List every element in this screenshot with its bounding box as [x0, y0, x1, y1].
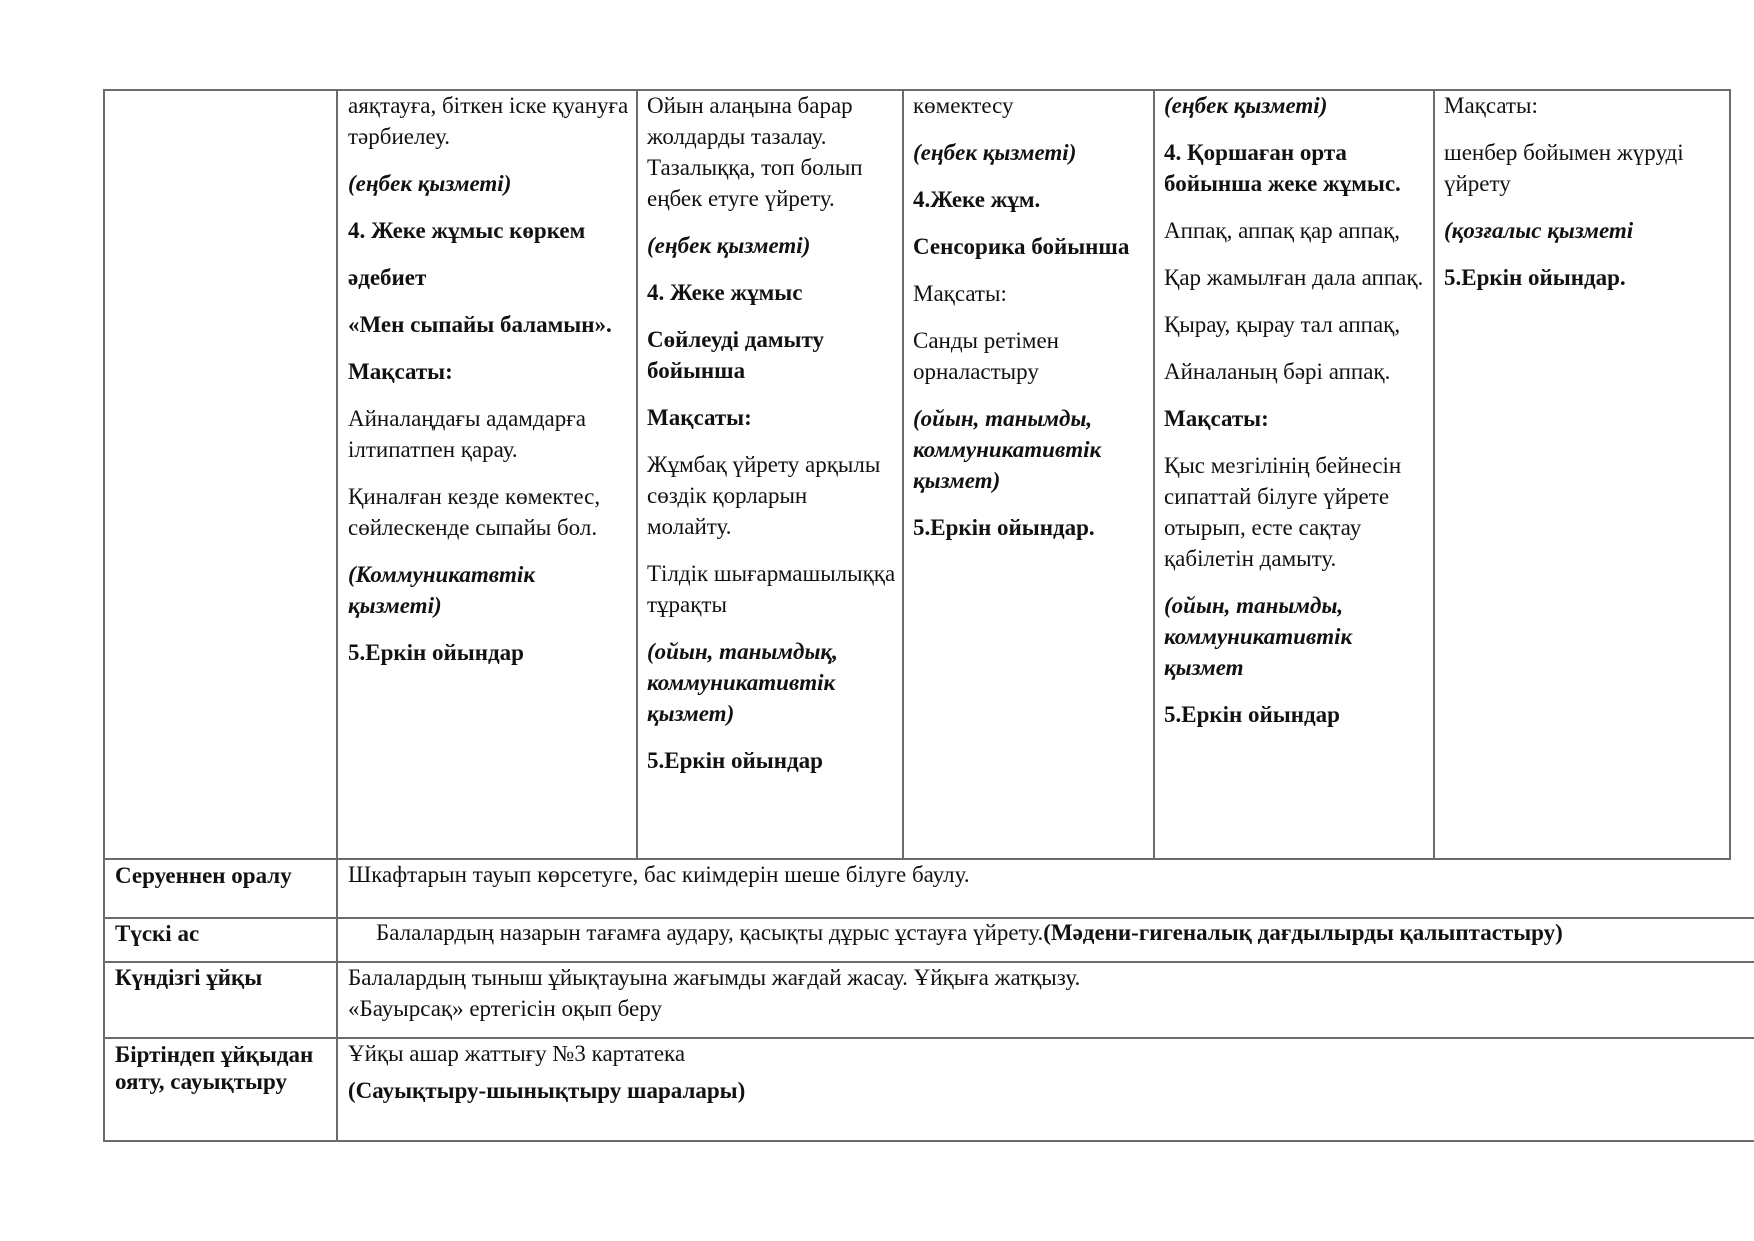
col1-p5: «Мен сыпайы баламын». — [348, 312, 612, 337]
cell-col3 — [913, 90, 1148, 559]
table-bottom-border — [103, 1140, 1754, 1142]
col2-p7: Тілдік шығармашылыққа тұрақты — [647, 561, 896, 617]
lunch-note: (Мәдени-гигеналық дағдылырды қалыптастыру) — [1043, 920, 1563, 945]
col2-p5: Мақсаты: — [647, 405, 752, 430]
col4-p10: 5.Еркін ойындар — [1164, 702, 1340, 727]
col3-p4: Сенсорика бойынша — [913, 234, 1130, 259]
row-text-wakeup — [348, 1038, 1718, 1106]
cell-col5 — [1444, 90, 1724, 309]
col1-p10: 5.Еркін ойындар — [348, 640, 524, 665]
row-label-wakeup: Біртіндеп ұйқыдан ояту, сауықтыру — [115, 1042, 314, 1094]
column-divider-5 — [1433, 89, 1435, 859]
cell-col4 — [1164, 90, 1428, 730]
row-text-return-walk: Шкафтарын тауып көрсетуге, бас киімдерін шеше білуге баулу. — [348, 862, 970, 887]
col5-p3: (қозғалыс қызметі — [1444, 218, 1634, 243]
col5-p4: 5.Еркін ойындар. — [1444, 265, 1626, 290]
cell-col1 — [348, 90, 630, 684]
row-text-lunch — [348, 917, 1748, 948]
col1-p3: 4. Жеке жұмыс көркем — [348, 218, 586, 243]
col2-p8: (ойын, танымдық, коммуникативтік қызмет) — [647, 639, 838, 726]
col4-p3: Аппақ, аппақ қар аппақ, — [1164, 218, 1401, 243]
row-label-nap: Күндізгі ұйқы — [115, 965, 263, 990]
col2-p2: (еңбек қызметі) — [647, 233, 811, 258]
col3-p6: Санды ретімен орналастыру — [913, 328, 1059, 384]
col5-p2: шенбер бойымен жүруді үйрету — [1444, 140, 1684, 196]
col3-p8: 5.Еркін ойындар. — [913, 515, 1095, 540]
col2-p4: Сөйлеуді дамыту бойынша — [647, 327, 824, 383]
col2-p3: 4. Жеке жұмыс — [647, 280, 803, 305]
cell-col2 — [647, 90, 897, 792]
col4-p8: Қыс мезгілінің бейнесін сипаттай білуге үйрете отырып, есте сақтау қабілетін дамыту. — [1164, 453, 1402, 571]
column-divider-2 — [636, 89, 638, 859]
nap-line-2: «Бауырсақ» ертегісін оқып беру — [348, 996, 662, 1021]
col1-p4: әдебиет — [348, 265, 427, 290]
col1-p9: (Коммуникатвтік қызметі) — [348, 562, 535, 618]
col3-p7: (ойын, танымды, коммуникативтік қызмет) — [913, 406, 1102, 493]
col3-p5: Мақсаты: — [913, 281, 1007, 306]
col2-p1: Ойын алаңына барар жолдарды тазалау. Тазалыққа, топ болып еңбек етуге үйрету. — [647, 93, 863, 211]
col4-p2: 4. Қоршаған орта бойынша жеке жұмыс. — [1164, 140, 1401, 196]
wakeup-line-1: Ұйқы ашар жаттығу №3 картатека — [348, 1041, 686, 1066]
col3-p3: 4.Жеке жұм. — [913, 187, 1041, 212]
table-left-border — [103, 89, 105, 1142]
col1-p8: Қиналған кезде көмектес, сөйлескенде сыпайы бол. — [348, 484, 601, 540]
wakeup-line-2: (Сауықтыру-шынықтыру шаралары) — [348, 1078, 746, 1103]
col4-p5: Қырау, қырау тал аппақ, — [1164, 312, 1401, 337]
col4-p6: Айналаның бәрі аппақ. — [1164, 359, 1391, 384]
col4-p9: (ойын, танымды, коммуникативтік қызмет — [1164, 593, 1353, 680]
row-label-lunch: Түскі ас — [115, 921, 200, 946]
nap-line-1: Балалардың тыныш ұйықтауына жағымды жағдай жасау. Ұйқыға жатқызу. — [348, 965, 1081, 990]
col2-p6: Жұмбақ үйрету арқылы сөздік қорларын молайту. — [647, 452, 881, 539]
row-text-nap — [348, 962, 1718, 1024]
col1-p7: Айналаңдағы адамдарға ілтипатпен қарау. — [348, 406, 586, 462]
lunch-text: Балалардың назарын тағамға аудару, қасықты дұрыс ұстауға үйрету. — [376, 920, 1044, 945]
column-divider-4 — [1153, 89, 1155, 859]
col5-p1: Мақсаты: — [1444, 93, 1538, 118]
col1-p2: (еңбек қызметі) — [348, 171, 512, 196]
col1-p1: аяқтауға, біткен іске қуануға тәрбиелеу. — [348, 93, 629, 149]
col4-p7: Мақсаты: — [1164, 406, 1269, 431]
col1-p6: Мақсаты: — [348, 359, 453, 384]
row-label-return-walk: Серуеннен оралу — [115, 863, 292, 888]
column-divider-3 — [902, 89, 904, 859]
col4-p4: Қар жамылған дала аппақ. — [1164, 265, 1424, 290]
label-column-divider — [336, 89, 338, 1142]
col3-p1: көмектесу — [913, 93, 1014, 118]
col4-p1: (еңбек қызметі) — [1164, 93, 1328, 118]
col3-p2: (еңбек қызметі) — [913, 140, 1077, 165]
col2-p9: 5.Еркін ойындар — [647, 748, 823, 773]
table-right-border — [1729, 89, 1731, 860]
